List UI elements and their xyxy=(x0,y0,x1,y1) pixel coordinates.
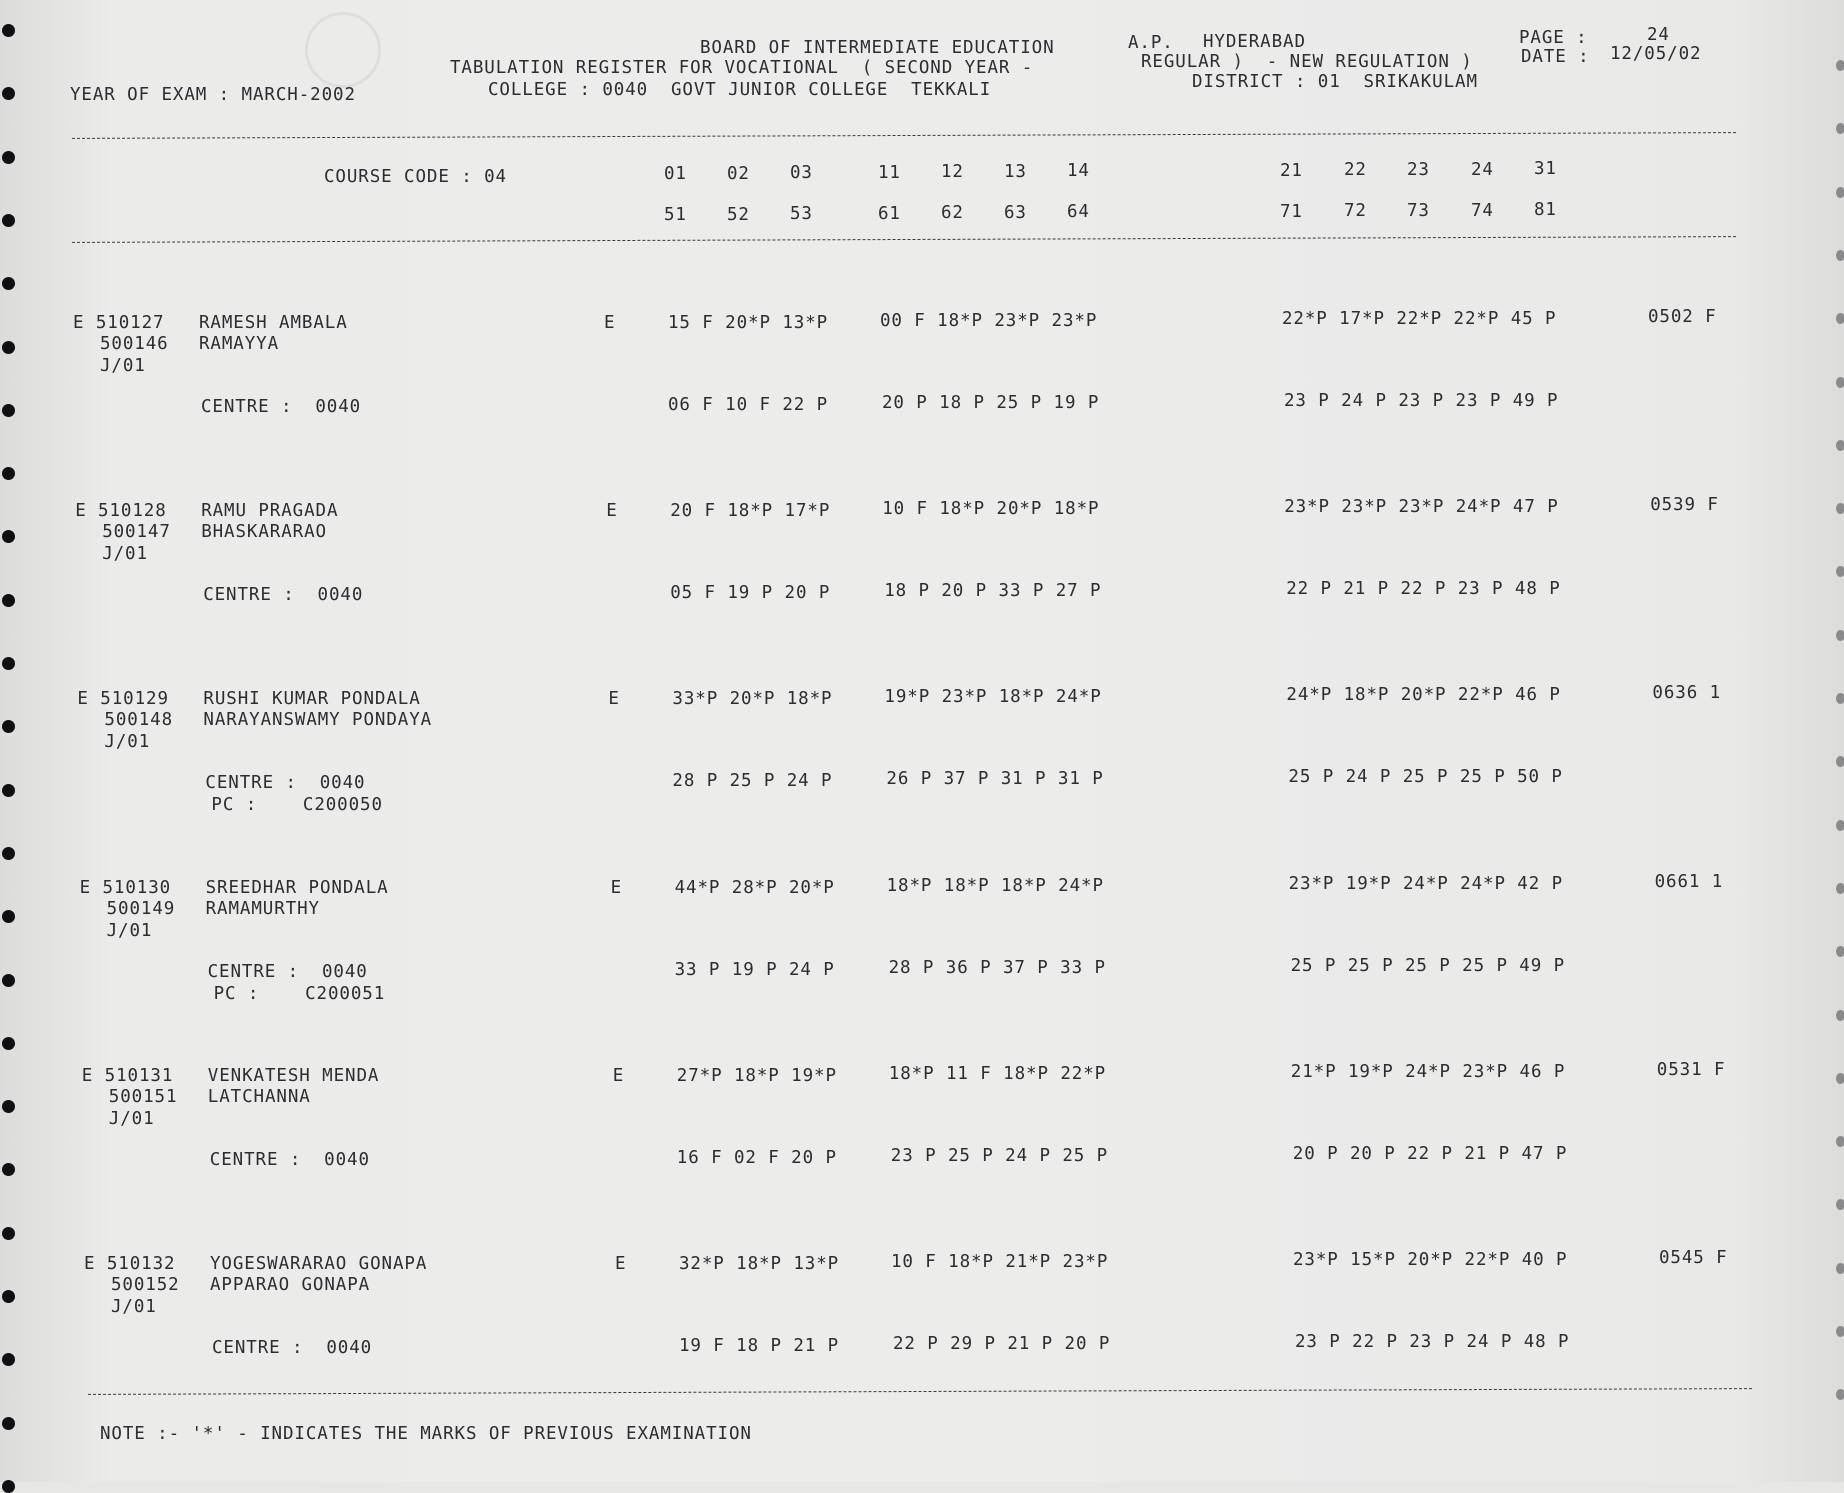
bleed-through-seal xyxy=(305,12,381,88)
feed-hole xyxy=(2,910,15,923)
group-code: J/01 xyxy=(104,732,151,753)
subject-code: 21 xyxy=(1280,160,1303,181)
marks-part2-tech: 25 P 25 P 25 P 25 P 49 P xyxy=(1290,955,1566,976)
result-total: 0545 F xyxy=(1659,1248,1728,1268)
state: A.P. xyxy=(1128,33,1174,53)
feed-hole xyxy=(1836,630,1844,641)
feed-hole xyxy=(1836,1073,1844,1084)
marks-part1-lang: 32*P 18*P 13*P xyxy=(679,1254,840,1274)
feed-hole xyxy=(1836,1136,1844,1147)
marks-part1-voc: 00 F 18*P 23*P 23*P xyxy=(880,311,1098,331)
hall-ticket-number: E 510130 xyxy=(79,877,172,898)
subject-code: 62 xyxy=(941,203,964,224)
feed-hole xyxy=(2,657,15,670)
marks-part1-voc: 18*P 18*P 18*P 24*P xyxy=(886,875,1104,896)
marks-part2-lang: 19 F 18 P 21 P xyxy=(679,1336,840,1356)
feed-hole xyxy=(1836,1326,1844,1337)
father-name: RAMAYYA xyxy=(199,334,280,354)
subject-code: 13 xyxy=(1004,161,1027,182)
marks-part1-voc: 19*P 23*P 18*P 24*P xyxy=(884,687,1102,708)
page-number: 24 xyxy=(1647,25,1670,45)
subject-code: 22 xyxy=(1344,160,1367,181)
feed-hole xyxy=(1836,1199,1844,1210)
result-total: 0502 F xyxy=(1648,307,1717,327)
hall-ticket-number: E 510131 xyxy=(81,1065,174,1086)
marks-part1-lang: 20 F 18*P 17*P xyxy=(670,501,831,522)
medium: E xyxy=(612,1065,625,1086)
medium: E xyxy=(606,501,618,522)
subject-code: 11 xyxy=(878,162,901,183)
registration-number: 500152 xyxy=(111,1275,180,1295)
feed-hole xyxy=(1836,946,1844,957)
centre: CENTRE : 0040 xyxy=(205,773,366,794)
marks-part1-voc: 10 F 18*P 20*P 18*P xyxy=(882,499,1100,520)
footer-rule xyxy=(88,1388,1752,1395)
father-name: BHASKARARAO xyxy=(201,522,327,543)
father-name: APPARAO GONAPA xyxy=(210,1275,371,1295)
course-rule xyxy=(72,236,1736,243)
subject-code: 12 xyxy=(941,162,964,183)
marks-part1-lang: 27*P 18*P 19*P xyxy=(676,1065,837,1086)
marks-part2-tech: 23 P 24 P 23 P 23 P 49 P xyxy=(1284,391,1559,411)
marks-part1-tech: 23*P 23*P 23*P 24*P 47 P xyxy=(1284,497,1559,518)
subject-code: 23 xyxy=(1407,159,1430,180)
subject-code: 64 xyxy=(1067,202,1090,223)
college: COLLEGE : 0040 GOVT JUNIOR COLLEGE TEKKALI xyxy=(488,80,992,100)
marks-part2-voc: 22 P 29 P 21 P 20 P xyxy=(893,1334,1111,1354)
subject-code: 03 xyxy=(790,163,813,184)
feed-hole xyxy=(2,1037,15,1050)
feed-hole xyxy=(1836,566,1844,577)
marks-part2-tech: 20 P 20 P 22 P 21 P 47 P xyxy=(1292,1143,1568,1164)
marks-part2-tech: 22 P 21 P 22 P 23 P 48 P xyxy=(1286,579,1561,600)
feed-hole xyxy=(2,1100,15,1113)
feed-hole xyxy=(1836,377,1844,388)
marks-part2-voc: 23 P 25 P 24 P 25 P xyxy=(890,1145,1109,1166)
registration-number: 500148 xyxy=(104,710,174,731)
subject-code: 81 xyxy=(1534,200,1557,221)
feed-hole xyxy=(1836,250,1844,261)
feed-hole xyxy=(2,24,15,37)
result-total: 0539 F xyxy=(1650,495,1719,516)
father-name: LATCHANNA xyxy=(207,1086,311,1107)
board-title: BOARD OF INTERMEDIATE EDUCATION xyxy=(700,38,1055,58)
hall-ticket-number: E 510127 xyxy=(73,313,165,333)
marks-part1-tech: 23*P 19*P 24*P 24*P 42 P xyxy=(1288,873,1564,894)
footnote: NOTE :- '*' - INDICATES THE MARKS OF PREVIOUS EXAMINATION xyxy=(100,1424,752,1444)
subject-code: 52 xyxy=(727,204,750,225)
registration-number: 500147 xyxy=(102,522,171,543)
marks-part1-tech: 24*P 18*P 20*P 22*P 46 P xyxy=(1286,685,1561,706)
marks-part2-lang: 05 F 19 P 20 P xyxy=(670,583,831,604)
result-total: 0636 1 xyxy=(1652,683,1722,704)
centre: CENTRE : 0040 xyxy=(212,1338,373,1358)
feed-hole xyxy=(2,1227,15,1240)
feed-hole xyxy=(2,720,15,733)
result-total: 0531 F xyxy=(1656,1059,1726,1080)
feed-hole xyxy=(1836,123,1844,134)
regulation: REGULAR ) - NEW REGULATION ) xyxy=(1141,52,1473,72)
hall-ticket-number: E 510129 xyxy=(77,689,169,710)
feed-hole xyxy=(2,530,15,543)
subject-code: 31 xyxy=(1534,159,1557,180)
header-rule xyxy=(72,132,1736,139)
centre: CENTRE : 0040 xyxy=(207,961,368,982)
medium: E xyxy=(610,877,623,898)
marks-part1-tech: 21*P 19*P 24*P 23*P 46 P xyxy=(1290,1061,1566,1082)
feed-hole xyxy=(2,1417,15,1430)
marks-part2-voc: 28 P 36 P 37 P 33 P xyxy=(888,957,1106,978)
registration-number: 500151 xyxy=(108,1086,178,1107)
subject-code: 71 xyxy=(1280,201,1303,222)
registration-number: 500146 xyxy=(100,334,169,354)
feed-hole xyxy=(2,784,15,797)
feed-hole xyxy=(1836,60,1844,71)
result-total: 0661 1 xyxy=(1654,871,1724,892)
feed-hole xyxy=(2,341,15,354)
student-name: RAMESH AMBALA xyxy=(199,313,348,333)
group-code: J/01 xyxy=(102,544,148,565)
feed-hole xyxy=(1836,820,1844,831)
feed-hole xyxy=(2,151,15,164)
feed-hole xyxy=(2,87,15,100)
feed-hole xyxy=(1836,440,1844,451)
subject-code: 53 xyxy=(790,204,813,225)
medium: E xyxy=(608,689,620,710)
student-name: YOGESWARARAO GONAPA xyxy=(210,1254,428,1274)
date-value: 12/05/02 xyxy=(1610,44,1702,64)
marks-part2-voc: 26 P 37 P 31 P 31 P xyxy=(886,769,1104,790)
feed-hole xyxy=(1836,187,1844,198)
marks-part2-lang: 16 F 02 F 20 P xyxy=(676,1147,837,1168)
student-name: RUSHI KUMAR PONDALA xyxy=(203,689,421,710)
registration-number: 500149 xyxy=(106,898,176,919)
city: HYDERABAD xyxy=(1203,32,1306,52)
feed-hole xyxy=(2,847,15,860)
feed-hole xyxy=(1836,1263,1844,1274)
hall-ticket-number: E 510128 xyxy=(75,501,167,522)
marks-part1-tech: 23*P 15*P 20*P 22*P 40 P xyxy=(1293,1250,1568,1270)
date-label: DATE : xyxy=(1521,47,1590,67)
student-name: SREEDHAR PONDALA xyxy=(205,877,389,898)
marks-part1-tech: 22*P 17*P 22*P 22*P 45 P xyxy=(1282,309,1557,329)
marks-part2-lang: 06 F 10 F 22 P xyxy=(668,395,829,415)
feed-hole xyxy=(2,404,15,417)
group-code: J/01 xyxy=(100,356,146,376)
centre: CENTRE : 0040 xyxy=(203,585,364,606)
group-code: J/01 xyxy=(106,920,153,941)
feed-hole xyxy=(1836,1010,1844,1021)
feed-hole xyxy=(1836,883,1844,894)
group-code: J/01 xyxy=(111,1297,157,1317)
course-code: COURSE CODE : 04 xyxy=(324,167,507,187)
marks-part1-voc: 10 F 18*P 21*P 23*P xyxy=(891,1252,1109,1272)
father-name: NARAYANSWAMY PONDAYA xyxy=(203,710,433,731)
subject-code: 14 xyxy=(1067,161,1090,182)
subject-code: 24 xyxy=(1471,159,1494,180)
subject-code: 73 xyxy=(1407,200,1430,221)
marks-part2-lang: 28 P 25 P 24 P xyxy=(672,771,833,792)
marks-part2-tech: 25 P 24 P 25 P 25 P 50 P xyxy=(1288,767,1563,788)
subject-code: 63 xyxy=(1004,202,1027,223)
feed-hole xyxy=(2,1290,15,1303)
subject-code: 72 xyxy=(1344,201,1367,222)
marks-part1-voc: 18*P 11 F 18*P 22*P xyxy=(888,1063,1107,1084)
feed-hole xyxy=(2,594,15,607)
feed-hole xyxy=(2,974,15,987)
medium: E xyxy=(604,313,616,333)
feed-hole xyxy=(1836,1389,1844,1400)
subject-code: 74 xyxy=(1471,200,1494,221)
feed-hole xyxy=(2,1353,15,1366)
feed-hole xyxy=(2,214,15,227)
student-name: VENKATESH MENDA xyxy=(207,1065,380,1086)
father-name: RAMAMURTHY xyxy=(205,898,320,919)
feed-hole xyxy=(1836,756,1844,767)
student-name: RAMU PRAGADA xyxy=(201,501,339,522)
marks-part2-voc: 20 P 18 P 25 P 19 P xyxy=(882,393,1100,413)
marks-part1-lang: 44*P 28*P 20*P xyxy=(674,877,835,898)
marks-part1-lang: 33*P 20*P 18*P xyxy=(672,689,833,710)
feed-hole xyxy=(1836,503,1844,514)
centre: CENTRE : 0040 xyxy=(209,1149,370,1170)
centre: CENTRE : 0040 xyxy=(201,397,362,417)
marks-part2-lang: 33 P 19 P 24 P xyxy=(674,959,835,980)
subject-code: 61 xyxy=(878,203,901,224)
year-of-exam: YEAR OF EXAM : MARCH-2002 xyxy=(70,85,356,105)
district: DISTRICT : 01 SRIKAKULAM xyxy=(1192,72,1478,92)
feed-hole xyxy=(1836,313,1844,324)
pc-number: PC : C200051 xyxy=(213,983,386,1004)
hall-ticket-number: E 510132 xyxy=(84,1254,176,1274)
subject-code: 01 xyxy=(664,164,687,184)
subject-code: 51 xyxy=(664,205,687,225)
subject-code: 02 xyxy=(727,163,750,184)
feed-hole xyxy=(2,1163,15,1176)
marks-part1-lang: 15 F 20*P 13*P xyxy=(668,313,829,333)
feed-hole xyxy=(1836,693,1844,704)
marks-part2-voc: 18 P 20 P 33 P 27 P xyxy=(884,581,1102,602)
pc-number: PC : C200050 xyxy=(211,795,383,816)
register-title: TABULATION REGISTER FOR VOCATIONAL ( SECOND YEAR - xyxy=(450,58,1034,78)
page-label: PAGE : xyxy=(1519,28,1588,48)
medium: E xyxy=(615,1254,627,1274)
feed-hole xyxy=(2,467,15,480)
feed-hole xyxy=(2,277,15,290)
group-code: J/01 xyxy=(108,1108,155,1129)
marks-part2-tech: 23 P 22 P 23 P 24 P 48 P xyxy=(1295,1332,1570,1352)
